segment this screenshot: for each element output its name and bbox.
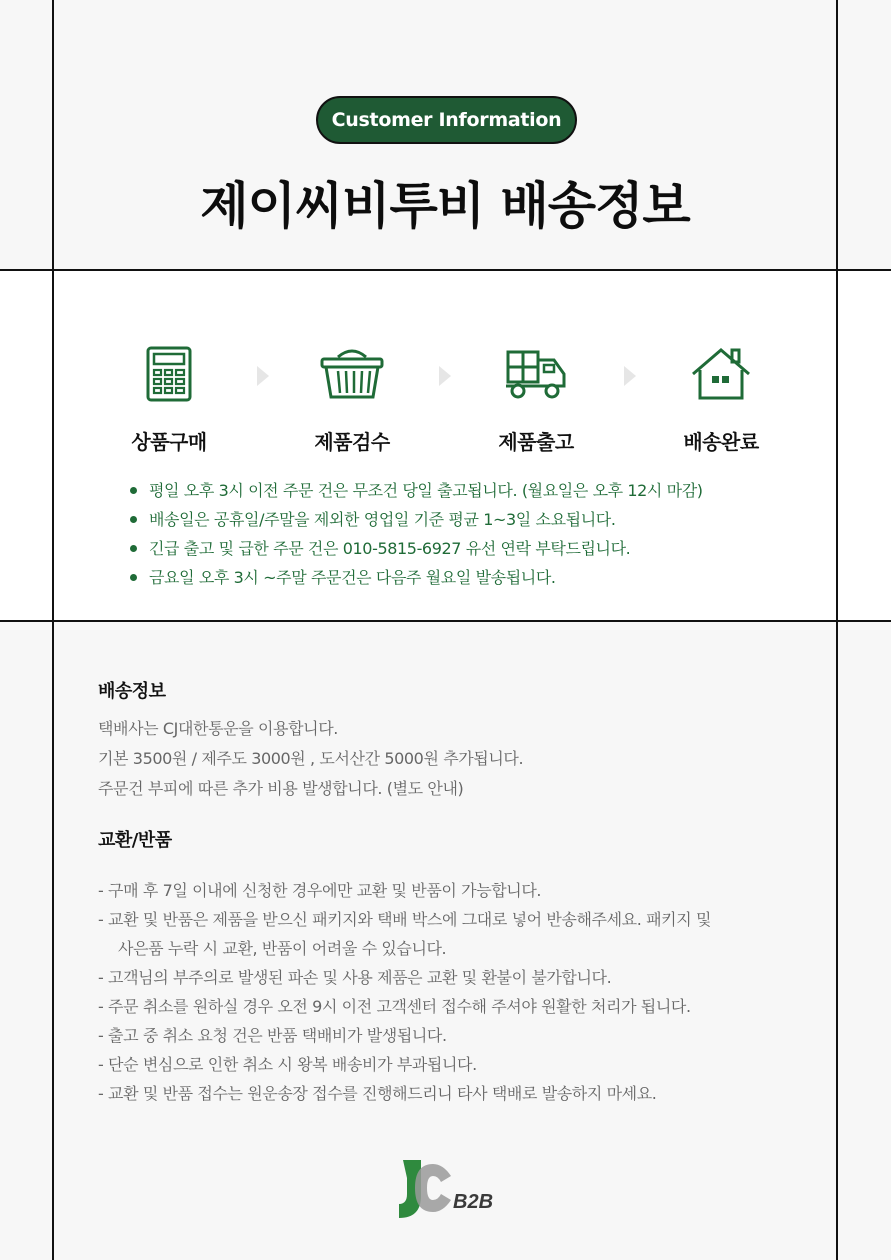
shipping-line: 주문건 부피에 따른 추가 비용 발생합니다. (별도 안내) (98, 779, 464, 798)
policy-item (98, 934, 711, 963)
shipping-line: 택배사는 CJ대한통운을 이용합니다. (98, 719, 338, 738)
side-band-right (838, 271, 891, 620)
step-inspection (277, 344, 427, 455)
shipping-line: 기본 3500원 / 제주도 3000원 , 도서산간 5000원 추가됩니다. (98, 749, 524, 768)
step-label: 배송완료 (683, 430, 759, 454)
calculator-icon (94, 344, 244, 404)
step-purchase (94, 344, 244, 455)
jcb2b-logo (393, 1156, 503, 1222)
notice-item: 배송일은 공휴일/주말을 제외한 영업일 기준 평균 1~3일 소요됩니다. (128, 507, 808, 536)
notice-item: 평일 오후 3시 이전 주문 건은 무조건 당일 출고됩니다. (월요일은 오후 12시 마감) (128, 478, 808, 507)
page-title: 제이씨비투비 배송정보 (200, 177, 690, 235)
customer-information-badge: Customer Information (316, 96, 577, 144)
house-icon (646, 344, 796, 404)
divider-top (0, 269, 891, 271)
side-band-left (0, 271, 52, 620)
policy-item: - 구매 후 7일 이내에 신청한 경우에만 교환 및 반품이 가능합니다. (98, 881, 542, 900)
truck-icon (461, 344, 611, 404)
delivery-notice-list (128, 478, 808, 594)
step-label: 제품검수 (314, 430, 390, 454)
policy-item: - 주문 취소를 원하실 경우 오전 9시 이전 고객센터 접수해 주셔야 원활한 처리가 됩니다. (98, 997, 691, 1016)
policy-item: - 고객님의 부주의로 발생된 파손 및 사용 제품은 교환 및 환불이 불가합니다. (98, 968, 612, 987)
frame-line-right (836, 0, 838, 1260)
step-label: 상품구매 (131, 430, 207, 454)
arrow-right-icon (255, 364, 271, 388)
arrow-right-icon (437, 364, 453, 388)
basket-icon (277, 344, 427, 404)
policy-item: - 교환 및 반품 접수는 원운송장 접수를 진행해드리니 타사 택배로 발송하지 마세요. (98, 1084, 657, 1103)
arrow-right-icon (622, 364, 638, 388)
shipping-info-title: 배송정보 (98, 681, 166, 702)
policy-item-continued: 사은품 누락 시 교환, 반품이 어려울 수 있습니다. (118, 939, 447, 958)
policy-item: - 단순 변심으로 인한 취소 시 왕복 배송비가 부과됩니다. (98, 1055, 477, 1074)
policy-item: - 교환 및 반품은 제품을 받으신 패키지와 택배 박스에 그대로 넣어 반송해주세요. 패키지 및 (98, 910, 711, 929)
returns-title: 교환/반품 (98, 830, 172, 851)
notice-item: 긴급 출고 및 급한 주문 건은 010-5815-6927 유선 연락 부탁드립니다. (128, 536, 808, 565)
step-shipment (461, 344, 611, 455)
returns-policy-list (98, 876, 711, 1108)
policy-item: - 출고 중 취소 요청 건은 반품 택배비가 발생됩니다. (98, 1026, 447, 1045)
step-delivered (646, 344, 796, 455)
divider-middle (0, 620, 891, 622)
logo-text: B2B (453, 1191, 494, 1213)
notice-item: 금요일 오후 3시 ~주말 주문건은 다음주 월요일 발송됩니다. (128, 565, 808, 594)
shipping-info-text (98, 714, 523, 804)
step-label: 제품출고 (498, 430, 574, 454)
